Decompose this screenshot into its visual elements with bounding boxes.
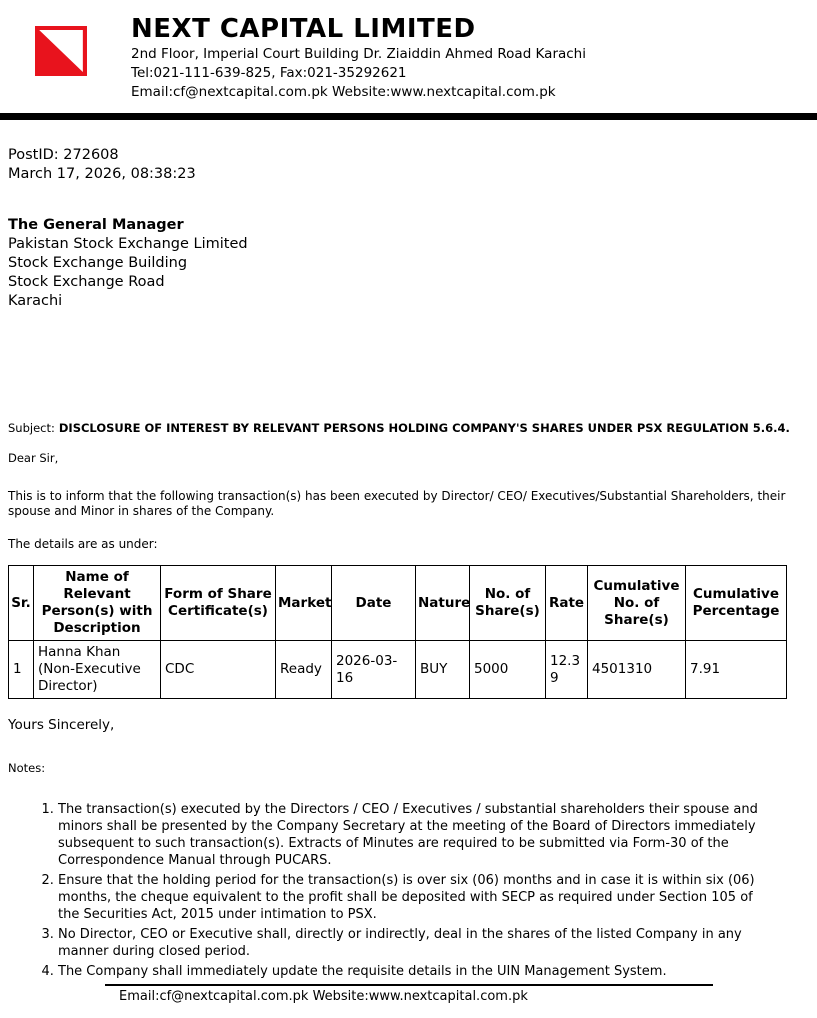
cell-name: Hanna Khan (Non-Executive Director) xyxy=(34,641,161,699)
col-header-cumulative-shares: Cumulative No. of Share(s) xyxy=(588,566,686,641)
cell-rate: 12.39 xyxy=(546,641,588,699)
cell-cumulative-percentage: 7.91 xyxy=(686,641,787,699)
recipient-address xyxy=(8,216,817,311)
note-item-3: 3. No Director, CEO or Executive shall, directly or indirectly, deal in the shares of the listed Company in any manner during closed period. xyxy=(58,926,773,960)
page-footer xyxy=(105,984,713,1004)
post-id: PostID: 272608 xyxy=(8,147,119,163)
company-address: 2nd Floor, Imperial Court Building Dr. Ziaiddin Ahmed Road Karachi xyxy=(131,46,586,62)
col-header-sr: Sr. xyxy=(9,566,34,641)
col-header-market: Market xyxy=(276,566,332,641)
table-header-row xyxy=(9,566,787,641)
subject-label: Subject: xyxy=(8,421,55,435)
col-header-name: Name of Relevant Person(s) with Description xyxy=(34,566,161,641)
cell-date: 2026-03-16 xyxy=(332,641,416,699)
company-name: NEXT CAPITAL LIMITED xyxy=(131,14,476,44)
header-divider-bar xyxy=(0,113,817,120)
letter-body xyxy=(0,146,817,980)
post-meta xyxy=(8,146,817,184)
post-datetime: March 17, 2026, 08:38:23 xyxy=(8,166,196,182)
subject-text: DISCLOSURE OF INTEREST BY RELEVANT PERSONS HOLDING COMPANY'S SHARES UNDER PSX REGULATION 5.6.4. xyxy=(58,421,790,435)
notes-list xyxy=(8,801,773,980)
recipient-title: The General Manager xyxy=(8,217,184,233)
salutation: Dear Sir, xyxy=(8,451,59,465)
cell-cumulative-shares: 4501310 xyxy=(588,641,686,699)
note-item-2: 2. Ensure that the holding period for the transaction(s) is over six (06) months and in case it is within six (06) months, the cheque equivalent to the profit shall be deposited with SECP as required under Section 105 of the Securities Act, 2015 under intimation to PSX. xyxy=(58,872,773,923)
company-phone-fax: Tel:021-111-639-825, Fax:021-35292621 xyxy=(131,65,407,81)
col-header-cumulative-percentage: Cumulative Percentage xyxy=(686,566,787,641)
letterhead-text xyxy=(131,14,586,101)
footer-contact: Email:cf@nextcapital.com.pk Website:www.nextcapital.com.pk xyxy=(119,989,528,1004)
recipient-line: Stock Exchange Building xyxy=(8,255,188,271)
recipient-line: Pakistan Stock Exchange Limited xyxy=(8,236,248,252)
letterhead xyxy=(0,0,817,101)
recipient-line: Stock Exchange Road xyxy=(8,274,165,290)
intro-paragraph: This is to inform that the following transaction(s) has been executed by Director/ CEO/ Executives/Substantial Shareholders, their spouse and Minor in shares of the Company. xyxy=(8,489,786,518)
cell-market: Ready xyxy=(276,641,332,699)
closing-line: Yours Sincerely, xyxy=(8,717,115,733)
col-header-nature: Nature xyxy=(416,566,470,641)
details-intro: The details are as under: xyxy=(8,537,158,551)
next-capital-logo-icon xyxy=(35,26,87,76)
transactions-table xyxy=(8,565,787,699)
table-row xyxy=(9,641,787,699)
cell-nature: BUY xyxy=(416,641,470,699)
col-header-date: Date xyxy=(332,566,416,641)
recipient-line: Karachi xyxy=(8,293,63,309)
col-header-shares: No. of Share(s) xyxy=(470,566,546,641)
note-item-4: 4. The Company shall immediately update the requisite details in the UIN Management System. xyxy=(58,963,773,980)
company-email-website: Email:cf@nextcapital.com.pk Website:www.nextcapital.com.pk xyxy=(131,84,556,100)
cell-sr: 1 xyxy=(9,641,34,699)
col-header-rate: Rate xyxy=(546,566,588,641)
subject-line xyxy=(8,421,817,435)
notes-label: Notes: xyxy=(8,761,46,775)
cell-shares: 5000 xyxy=(470,641,546,699)
col-header-form: Form of Share Certificate(s) xyxy=(161,566,276,641)
note-item-1: 1. The transaction(s) executed by the Directors / CEO / Executives / substantial shareholders their spouse and minors shall be presented by the Company Secretary at the meeting of the Board of Directors immediately subsequent to such transaction(s). Extracts of Minutes are required to be submitted via Form-30 of the Correspondence Manual through PUCARS. xyxy=(58,801,773,869)
cell-form: CDC xyxy=(161,641,276,699)
